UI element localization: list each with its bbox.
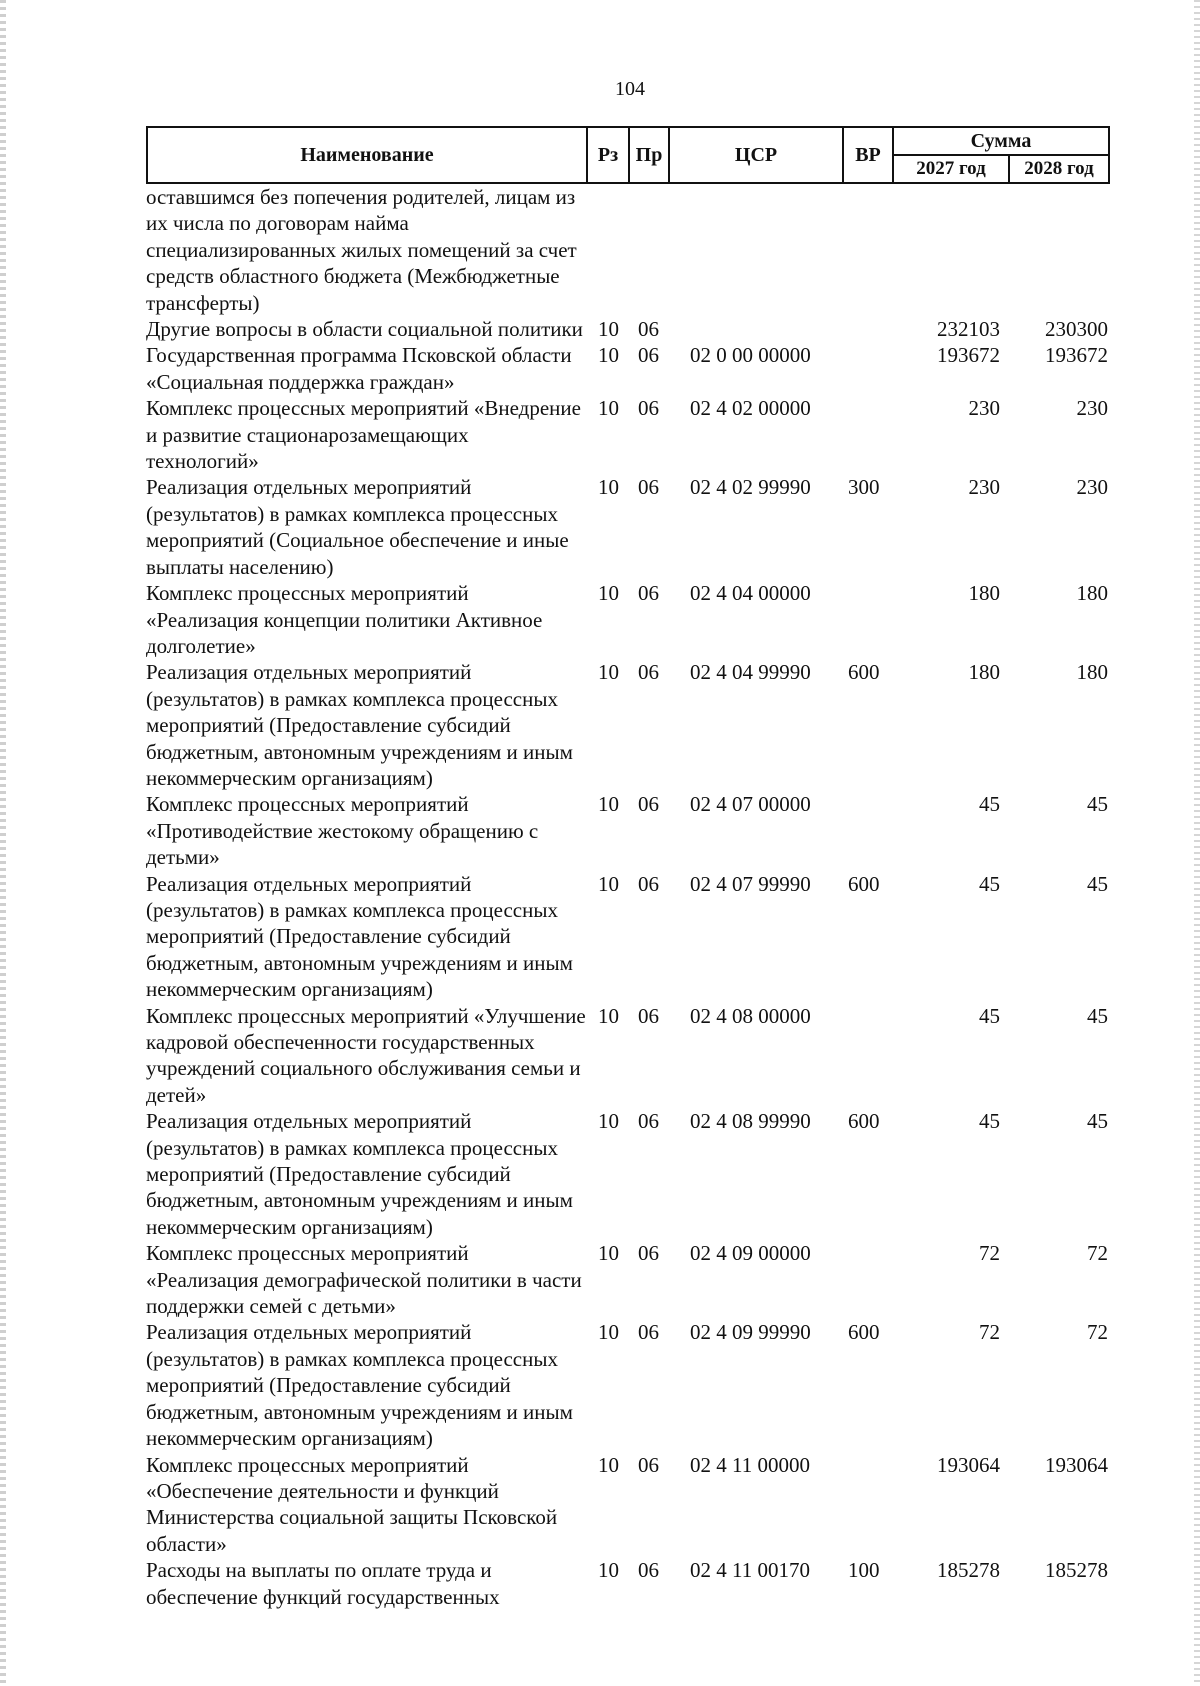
row-sum-2027: 45 [979, 1109, 1000, 1134]
table-row [146, 316, 1110, 342]
header-year-2027: 2027 год [894, 156, 1010, 182]
scan-edge-left [0, 0, 6, 1686]
row-name: Реализация отдельных мероприятий (результатов) в рамках комплекса процессных мероприятий (Предоставление субсидий бюджетным, автономным учреждениям и иным некоммерческим организациям) [146, 871, 573, 1002]
header-vr: ВР [844, 128, 894, 182]
row-name: Комплекс процессных мероприятий «Улучшение кадровой обеспеченности государственных учреждений социального обслуживания семьи и детей» [146, 1003, 586, 1107]
row-name: Комплекс процессных мероприятий «Реализация демографической политики в части поддержки семей с детьми» [146, 1241, 582, 1319]
row-vr: 600 [848, 660, 880, 685]
row-sum-2027: 180 [968, 660, 1000, 685]
row-name: Другие вопросы в области социальной политики [146, 317, 583, 342]
row-name: Государственная программа Псковской области «Социальная поддержка граждан» [146, 343, 572, 394]
row-csr: 02 4 08 00000 [690, 1003, 811, 1028]
header-csr: ЦСР [670, 128, 844, 182]
row-rz: 10 [598, 1320, 619, 1345]
table-row [146, 395, 1110, 474]
row-rz: 10 [598, 1452, 619, 1477]
row-sum-2028: 45 [1087, 792, 1108, 817]
table-row [146, 1240, 1110, 1319]
table-row [146, 1452, 1110, 1558]
row-sum-2027: 45 [979, 792, 1000, 817]
table-row [146, 1108, 1110, 1240]
row-name: Реализация отдельных мероприятий (результатов) в рамках комплекса процессных мероприятий (Предоставление субсидий бюджетным, автономным учреждениям и иным некоммерческим организациям) [146, 1109, 573, 1239]
table-row [146, 1003, 1110, 1109]
table-row [146, 871, 1110, 1003]
row-pr: 06 [638, 871, 659, 896]
row-sum-2028: 180 [1076, 581, 1108, 606]
row-csr: 02 4 02 00000 [690, 396, 811, 421]
table-row [146, 1557, 1110, 1610]
row-sum-2027: 230 [968, 475, 1000, 500]
row-sum-2027: 72 [979, 1241, 1000, 1266]
row-sum-2027: 185278 [937, 1558, 1000, 1583]
row-sum-2027: 232103 [937, 317, 1000, 342]
row-vr: 600 [848, 1320, 880, 1345]
table-header [146, 126, 1110, 184]
row-name: Реализация отдельных мероприятий (результатов) в рамках комплекса процессных мероприятий (Предоставление субсидий бюджетным, автономным учреждениям и иным некоммерческим организациям) [146, 660, 573, 790]
page-number: 104 [615, 78, 645, 100]
row-rz: 10 [598, 1558, 619, 1583]
row-csr: 02 4 07 99990 [690, 871, 811, 896]
row-csr: 02 4 09 99990 [690, 1320, 811, 1345]
row-name: Комплекс процессных мероприятий «Противодействие жестокому обращению с детьми» [146, 792, 539, 870]
row-sum-2028: 193672 [1045, 343, 1108, 368]
row-csr: 02 4 07 00000 [690, 792, 811, 817]
row-rz: 10 [598, 475, 619, 500]
row-sum-2028: 230 [1076, 396, 1108, 421]
row-csr: 02 4 08 99990 [690, 1109, 811, 1134]
row-sum-2028: 193064 [1045, 1452, 1108, 1477]
row-pr: 06 [638, 475, 659, 500]
row-rz: 10 [598, 581, 619, 606]
row-pr: 06 [638, 1320, 659, 1345]
table-row [146, 580, 1110, 659]
row-pr: 06 [638, 1241, 659, 1266]
row-sum-2028: 230 [1076, 475, 1108, 500]
row-pr: 06 [638, 1558, 659, 1583]
row-csr: 02 0 00 00000 [690, 343, 811, 368]
scan-edge-right [1194, 0, 1200, 1686]
table-row [146, 184, 1110, 316]
row-sum-2028: 180 [1076, 660, 1108, 685]
row-sum-2028: 45 [1087, 1109, 1108, 1134]
row-csr: 02 4 04 00000 [690, 581, 811, 606]
table-row [146, 342, 1110, 395]
row-csr: 02 4 02 99990 [690, 475, 811, 500]
row-sum-2027: 193064 [937, 1452, 1000, 1477]
table-row [146, 474, 1110, 580]
row-csr: 02 4 09 00000 [690, 1241, 811, 1266]
row-pr: 06 [638, 396, 659, 421]
row-name: Реализация отдельных мероприятий (результатов) в рамках комплекса процессных мероприятий (Социальное обеспечение и иные выплаты населению) [146, 475, 569, 579]
row-sum-2027: 193672 [937, 343, 1000, 368]
row-pr: 06 [638, 1003, 659, 1028]
row-rz: 10 [598, 317, 619, 342]
row-sum-2027: 180 [968, 581, 1000, 606]
header-pr: Пр [630, 128, 670, 182]
row-sum-2028: 230300 [1045, 317, 1108, 342]
row-rz: 10 [598, 1109, 619, 1134]
row-rz: 10 [598, 396, 619, 421]
row-name: оставшимся без попечения родителей, лицам из их числа по договорам найма специализированных жилых помещений за счет средств областного бюджета (Межбюджетные трансферты) [146, 185, 577, 315]
row-sum-2028: 45 [1087, 1003, 1108, 1028]
row-pr: 06 [638, 1109, 659, 1134]
row-csr: 02 4 11 00000 [690, 1452, 810, 1477]
row-csr: 02 4 04 99990 [690, 660, 811, 685]
row-vr: 600 [848, 1109, 880, 1134]
header-sum: Сумма [894, 128, 1108, 156]
row-sum-2028: 72 [1087, 1320, 1108, 1345]
row-sum-2028: 45 [1087, 871, 1108, 896]
row-sum-2027: 72 [979, 1320, 1000, 1345]
row-rz: 10 [598, 792, 619, 817]
row-sum-2027: 45 [979, 871, 1000, 896]
header-year-2028: 2028 год [1024, 158, 1094, 179]
row-rz: 10 [598, 1241, 619, 1266]
row-pr: 06 [638, 660, 659, 685]
row-sum-2028: 72 [1087, 1241, 1108, 1266]
row-pr: 06 [638, 1452, 659, 1477]
row-pr: 06 [638, 792, 659, 817]
row-vr: 600 [848, 871, 880, 896]
row-pr: 06 [638, 343, 659, 368]
table-row [146, 1319, 1110, 1451]
table-body [146, 184, 1110, 1610]
row-name: Реализация отдельных мероприятий (результатов) в рамках комплекса процессных мероприятий (Предоставление субсидий бюджетным, автономным учреждениям и иным некоммерческим организациям) [146, 1320, 573, 1451]
row-name: Комплекс процессных мероприятий «Реализация концепции политики Активное долголетие» [146, 581, 543, 658]
row-rz: 10 [598, 1003, 619, 1028]
row-sum-2027: 230 [968, 396, 1000, 421]
header-rz: Рз [588, 128, 630, 182]
row-vr: 300 [848, 475, 880, 500]
row-sum-2027: 45 [979, 1003, 1000, 1028]
row-sum-2028: 185278 [1045, 1558, 1108, 1583]
row-vr: 100 [848, 1558, 880, 1583]
table-row [146, 791, 1110, 870]
table-row [146, 659, 1110, 791]
row-rz: 10 [598, 871, 619, 896]
row-name: Расходы на выплаты по оплате труда и обеспечение функций государственных [146, 1558, 500, 1609]
row-rz: 10 [598, 660, 619, 685]
header-name: Наименование [148, 128, 588, 182]
row-pr: 06 [638, 581, 659, 606]
row-rz: 10 [598, 343, 619, 368]
row-name: Комплекс процессных мероприятий «Обеспечение деятельности и функций Министерства социальной защиты Псковской области» [146, 1452, 558, 1556]
row-csr: 02 4 11 00170 [690, 1558, 810, 1583]
row-name: Комплекс процессных мероприятий «Внедрение и развитие стационарозамещающих технологий» [146, 396, 581, 474]
row-pr: 06 [638, 317, 659, 342]
